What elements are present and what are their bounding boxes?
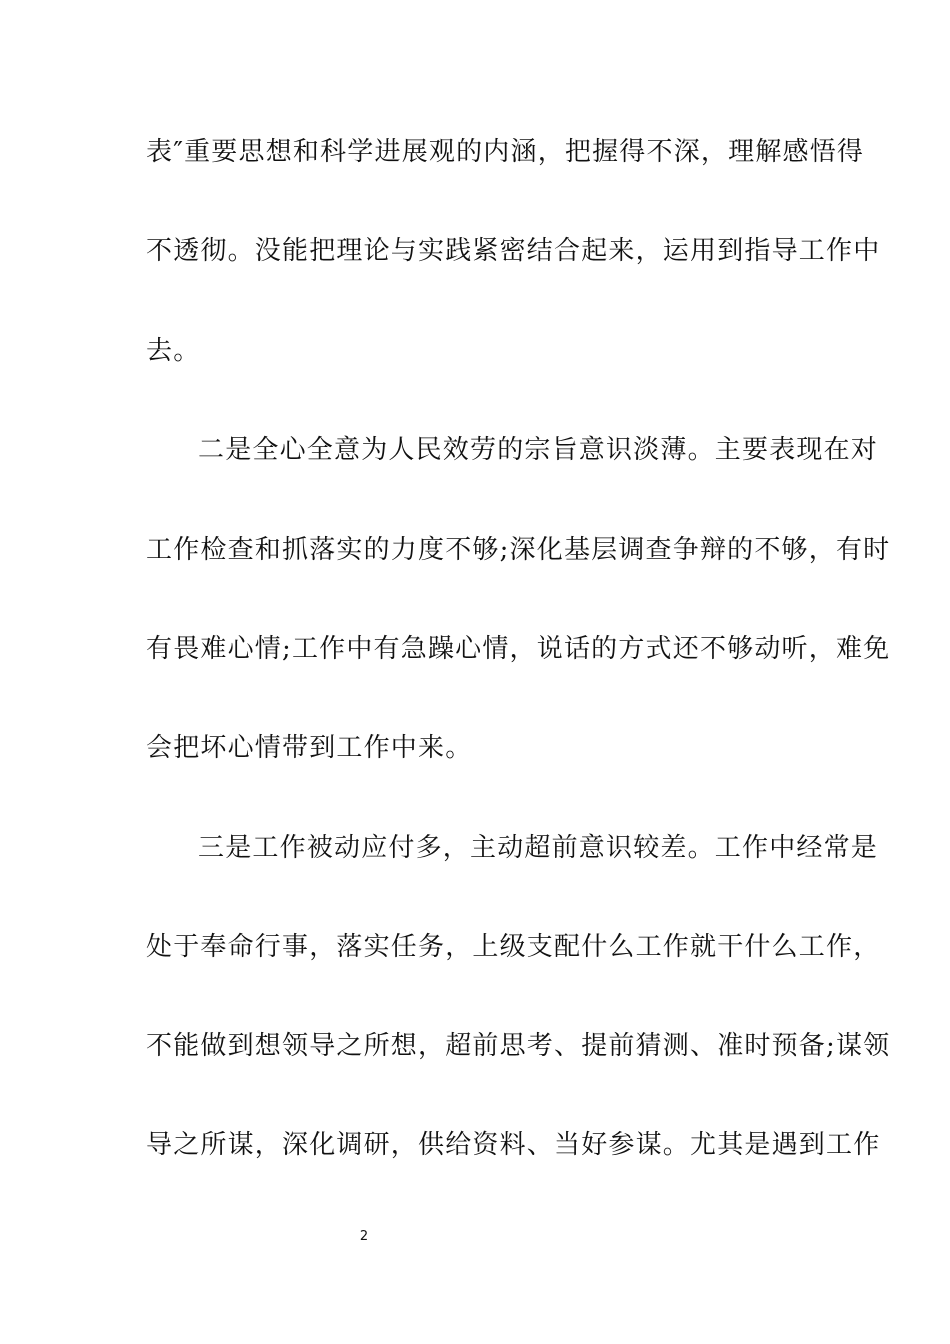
body-text-line-1: 表″重要思想和科学进展观的内涵，把握得不深，理解感悟得 — [146, 137, 865, 167]
body-text-line-7: 会把坏心情带到工作中来。 — [146, 733, 473, 763]
body-text-line-6: 有畏难心情;工作中有急躁心情，说话的方式还不够动听，难免 — [146, 634, 891, 664]
paragraph-3-first-line: 三是工作被动应付多，主动超前意识较差。工作中经常是 — [198, 833, 879, 863]
body-text-line-10: 不能做到想领导之所想，超前思考、提前猜测、准时预备;谋领 — [146, 1031, 891, 1061]
body-text-line-2: 不透彻。没能把理论与实践紧密结合起来，运用到指导工作中 — [146, 236, 881, 266]
body-text-line-11: 导之所谋，深化调研，供给资料、当好参谋。尤其是遇到工作 — [146, 1130, 881, 1160]
body-text-line-3: 去。 — [146, 336, 201, 366]
body-text-line-9: 处于奉命行事，落实任务，上级支配什么工作就干什么工作， — [146, 932, 881, 962]
page-number: 2 — [359, 1229, 369, 1244]
body-text-line-5: 工作检查和抓落实的力度不够;深化基层调查争辩的不够，有时 — [146, 535, 891, 565]
paragraph-2-first-line: 二是全心全意为人民效劳的宗旨意识淡薄。主要表现在对 — [198, 435, 879, 465]
